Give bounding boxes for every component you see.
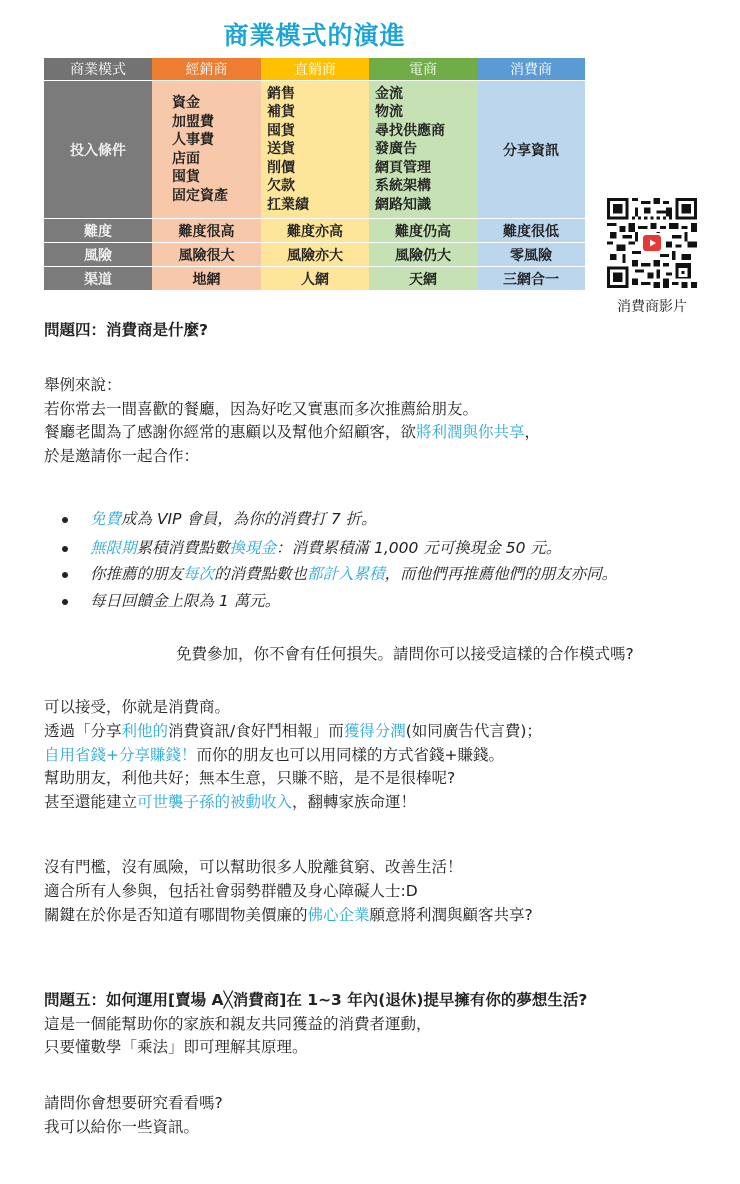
text-span: 你推薦的朋友 — [90, 565, 184, 583]
table-cell: 難度很低 — [477, 219, 585, 243]
list-item: 網頁管理 — [375, 159, 431, 176]
paragraph — [44, 744, 504, 768]
table-cell: 風險仍大 — [369, 243, 477, 267]
list-item: 資金 — [172, 95, 200, 111]
list-item: 店面 — [172, 150, 200, 167]
paragraph: 於是邀請你一起合作： — [44, 447, 200, 465]
table-cell: 難度亦高 — [261, 219, 369, 243]
list-item: 系統架構 — [375, 178, 431, 195]
paragraph: 只要懂數學「乘法」即可理解其原理。 — [44, 1038, 308, 1056]
paragraph: 沒有門檻，沒有風險，可以幫助很多人脫離貧窮、改善生活！ — [44, 858, 463, 876]
list-item: 銷售 — [267, 85, 295, 102]
cell-consumer-merchant-inputs: 分享資訊 — [477, 81, 585, 219]
paragraph: 適合所有人參與，包括社會弱勢群體及身心障礙人士:D — [44, 882, 418, 900]
list-item: 削價 — [267, 159, 295, 176]
highlight-text: 都計入累積 — [307, 565, 385, 583]
list-item: 固定資產 — [172, 187, 228, 204]
infographic-title: 商業模式的演進 — [223, 21, 406, 50]
bullet-icon — [62, 599, 68, 605]
text-span: ， — [524, 423, 541, 441]
paragraph: 舉例來說： — [44, 376, 122, 394]
table-cell: 難度仍高 — [369, 219, 477, 243]
row-label-input: 投入條件 — [44, 81, 152, 219]
question-text: 免費參加，你不會有任何損失。請問你可以接受這樣的合作模式嗎? — [176, 645, 634, 663]
text-span: 甚至還能建立 — [44, 793, 138, 811]
youtube-play-icon — [641, 233, 663, 253]
highlight-text: 佛心企業 — [307, 906, 370, 924]
table-row-channel — [44, 267, 585, 291]
bullet-icon — [62, 517, 68, 523]
text-span: ：消費累積滿 1,000 元可換現金 50 元。 — [276, 539, 562, 557]
table-cell: 難度很高 — [152, 219, 261, 243]
cell-direct-sales-inputs — [261, 81, 369, 219]
paragraph — [44, 720, 542, 744]
paragraph: 可以接受，你就是消費商。 — [44, 698, 231, 716]
paragraph: 我可以給你一些資訊。 — [44, 1118, 200, 1136]
table-cell: 風險亦大 — [261, 243, 369, 267]
text-span: 關鍵在於你是否知道有哪間物美價廉的 — [44, 906, 308, 924]
text-span: 願意將利潤與顧客共享? — [369, 906, 533, 924]
highlight-text: 無限期 — [90, 539, 137, 557]
list-item: 尋找供應商 — [375, 122, 445, 139]
text-span: 透過「分享 — [44, 722, 122, 740]
table-row-difficulty — [44, 219, 585, 243]
list-item: 發廣告 — [375, 141, 417, 158]
table-cell: 地網 — [152, 267, 261, 291]
list-item: 人事費 — [172, 132, 214, 148]
text-span: 餐廳老闆為了感謝你經常的惠顧以及幫他介紹顧客，欲 — [44, 423, 417, 441]
table-header-row — [44, 58, 585, 81]
paragraph — [44, 791, 416, 815]
table-cell: 風險很大 — [152, 243, 261, 267]
text-span: (如同廣告代言費)； — [405, 722, 542, 740]
table-cell: 天網 — [369, 267, 477, 291]
header-distributor: 經銷商 — [152, 58, 261, 81]
highlight-text: 自用省錢+分享賺錢！ — [44, 746, 197, 764]
row-label-difficulty: 難度 — [44, 219, 152, 243]
list-item: 金流 — [375, 85, 403, 102]
list-item: 網路知識 — [375, 196, 431, 213]
highlight-text: 獲得分潤 — [343, 722, 406, 740]
list-item: 加盟費 — [172, 113, 214, 130]
business-model-table — [44, 58, 585, 290]
cell-ecommerce-inputs — [369, 81, 477, 219]
paragraph: 若你常去一間喜歡的餐廳，因為好吃又實惠而多次推薦給朋友。 — [44, 400, 479, 418]
row-label-risk: 風險 — [44, 243, 152, 267]
header-consumer-merchant: 消費商 — [477, 58, 585, 81]
paragraph: 這是一個能幫助你的家族和親友共同獲益的消費者運動， — [44, 1015, 432, 1033]
list-item: 欠款 — [267, 178, 295, 195]
list-item: 囤貨 — [267, 122, 295, 139]
list-item: 囤貨 — [172, 169, 200, 185]
text-span: 成為 VIP 會員，為你的消費打 7 折。 — [121, 510, 377, 528]
paragraph: 請問你會想要研究看看嗎? — [44, 1094, 223, 1112]
question-4-heading: 問題四：消費商是什麼? — [44, 321, 208, 339]
highlight-text: 將利潤與你共享 — [416, 423, 525, 441]
highlight-text: 每次 — [183, 565, 215, 583]
header-ecommerce: 電商 — [369, 58, 477, 81]
table-cell: 人網 — [261, 267, 369, 291]
list-item: 補貨 — [267, 104, 295, 121]
table-row-risk — [44, 243, 585, 267]
qr-caption: 消費商影片 — [617, 299, 687, 315]
row-label-channel: 渠道 — [44, 267, 152, 291]
text-span: 的消費點數也 — [214, 565, 308, 583]
text-span: 而你的朋友也可以用同樣的方式省錢+賺錢。 — [196, 746, 504, 764]
text-span: 每日回饋金上限為 1 萬元。 — [90, 592, 281, 610]
text-span: ，翻轉家族命運！ — [292, 793, 417, 811]
highlight-text: 可世襲子孫的被動收入 — [137, 793, 293, 811]
text-span: 消費資訊/食好鬥相報」而 — [168, 722, 344, 740]
bullet-icon — [62, 546, 68, 552]
paragraph — [44, 904, 533, 928]
header-direct-sales: 直銷商 — [261, 58, 369, 81]
list-item: 送貨 — [267, 141, 295, 158]
highlight-text: 免費 — [90, 510, 122, 528]
highlight-text: 利他的 — [121, 722, 169, 740]
text-span: 累積消費點數 — [136, 539, 230, 557]
paragraph — [44, 421, 540, 445]
text-span: ，而他們再推薦他們的朋友亦同。 — [384, 565, 618, 583]
table-cell: 三網合一 — [477, 267, 585, 291]
question-5-heading: 問題五：如何運用[賣場 A╳消費商]在 1~3 年內(退休)提早擁有你的夢想生活? — [44, 991, 588, 1009]
paragraph: 幫助朋友，利他共好；無本生意，只賺不賠，是不是很棒呢? — [44, 769, 456, 787]
cell-distributor-inputs — [152, 81, 261, 219]
table-cell: 零風險 — [477, 243, 585, 267]
table-row-input — [44, 81, 585, 219]
highlight-text: 換現金 — [229, 539, 277, 557]
list-item: 扛業績 — [267, 196, 309, 213]
list-item: 物流 — [375, 104, 403, 121]
bullet-icon — [62, 572, 68, 578]
header-business-model: 商業模式 — [44, 58, 152, 81]
